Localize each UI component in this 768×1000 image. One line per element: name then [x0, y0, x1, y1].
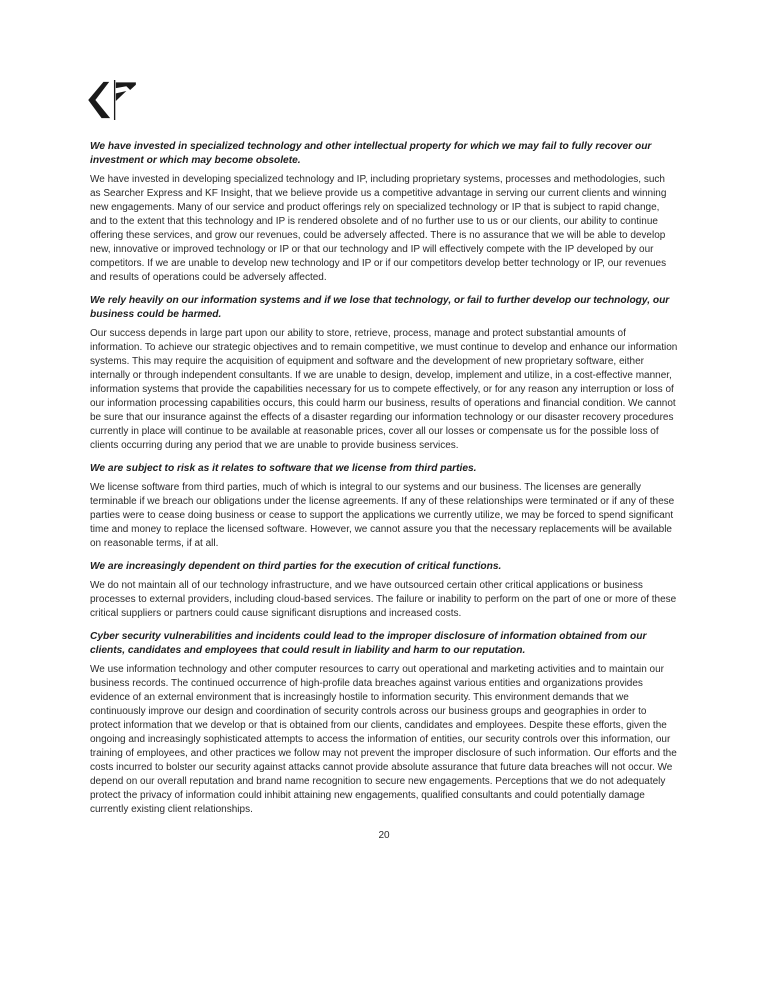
risk-section-third-parties [90, 560, 678, 621]
risk-paragraph: We license software from third parties, much of which is integral to our systems and our business. The licenses are generally terminable if we breach our obligations under the license agreements. If any of these relationships were terminated or if any of these parties were to cease doing business or cease to support the applications we currently utilize, we may be forced to spend significant time and money to replace the licensed software. However, we cannot assure you that the necessary replacements will be available on reasonable terms, if at all. [90, 481, 675, 549]
risk-paragraph: We do not maintain all of our technology infrastructure, and we have outsourced certain other critical applications or business processes to external providers, including cloud-based services. The failure or inability to perform on the part of one or more of these critical suppliers or partners could cause significant disruptions and increased costs. [90, 579, 677, 619]
risk-section-licensed-software [90, 462, 678, 551]
risk-paragraph: We have invested in developing specialized technology and IP, including proprietary systems, processes and methodologies, such as Searcher Express and KF Insight, that we believe provide us a competitive advantage in serving our current clients and winning new engagements. Many of our service and product offerings rely on specialized technology or IP that is subject to rapid change, and to the extent that this technology and IP is rendered obsolete and of no further use to us or our clients, our ability to continue offering these services, and grow our revenues, could be adversely affected. There is no assurance that we will be able to develop new, innovative or improved technology or IP or that our technology and IP will effectively compete with the IP developed by our competitors. If we are unable to develop new technology and IP or if our competitors develop better technology or IP, our revenues and results of operations could be adversely affected. [90, 173, 667, 283]
risk-section-cyber-security [90, 630, 678, 817]
risk-heading: Cyber security vulnerabilities and incidents could lead to the improper disclosure of information obtained from our clients, candidates and employees that could result in liability and harm to our reputation. [90, 631, 647, 656]
risk-heading: We are subject to risk as it relates to software that we license from third parties. [90, 463, 477, 474]
risk-section-specialized-technology [90, 140, 678, 285]
risk-paragraph: Our success depends in large part upon our ability to store, retrieve, process, manage and protect substantial amounts of information. To achieve our strategic objectives and to remain competitive, we must continue to develop and enhance our information systems. This may require the acquisition of equipment and software and the development of new proprietary software, either internally or through independent consultants. If we are unable to design, develop, implement and utilize, in a cost-effective manner, information systems that provide the capabilities necessary for us to compete effectively, or for any reason any interruption or loss of our information processing capabilities occurs, this could harm our business, results of operations and financial condition. We cannot be sure that our insurance against the effects of a disaster regarding our information technology or our disaster recovery procedures currently in place will continue to be available at reasonable prices, cover all our losses or compensate us for the possible loss of clients occurring during any period that we are unable to provide business services. [90, 327, 678, 451]
risk-section-information-systems [90, 294, 678, 453]
risk-paragraph: We use information technology and other computer resources to carry out operational and marketing activities and to maintain our business records. The continued occurrence of high-profile data breaches against various entities and organizations provides evidence of an external environment that is increasingly hostile to information security. This environment demands that we continuously improve our design and coordination of security controls across our business groups and geographies in order to protect information that we develop or that is obtained from our clients, candidates and employees. Despite these efforts, given the ongoing and increasingly sophisticated attempts to access the information of entities, our security controls over this information, our training of employees, and other practices we follow may not prevent the improper disclosure of such information. Our efforts and the costs incurred to bolster our security against attacks cannot provide absolute assurance that future data breaches will not occur. We depend on our overall reputation and brand name recognition to secure new engagements. Perceptions that we do not adequately protect the privacy of information could inhibit attaining new engagements, qualified consultants and could potentially damage currently existing client relationships. [90, 663, 677, 815]
page-number: 20 [378, 829, 390, 841]
kf-monogram-icon [88, 80, 138, 120]
risk-heading: We are increasingly dependent on third parties for the execution of critical functions. [90, 561, 502, 572]
risk-heading: We have invested in specialized technology and other intellectual property for which we may fail to fully recover our investment or which may become obsolete. [90, 141, 652, 166]
risk-heading: We rely heavily on our information systems and if we lose that technology, or fail to further develop our technology, our business could be harmed. [90, 295, 670, 320]
korn-ferry-logo [88, 80, 138, 120]
